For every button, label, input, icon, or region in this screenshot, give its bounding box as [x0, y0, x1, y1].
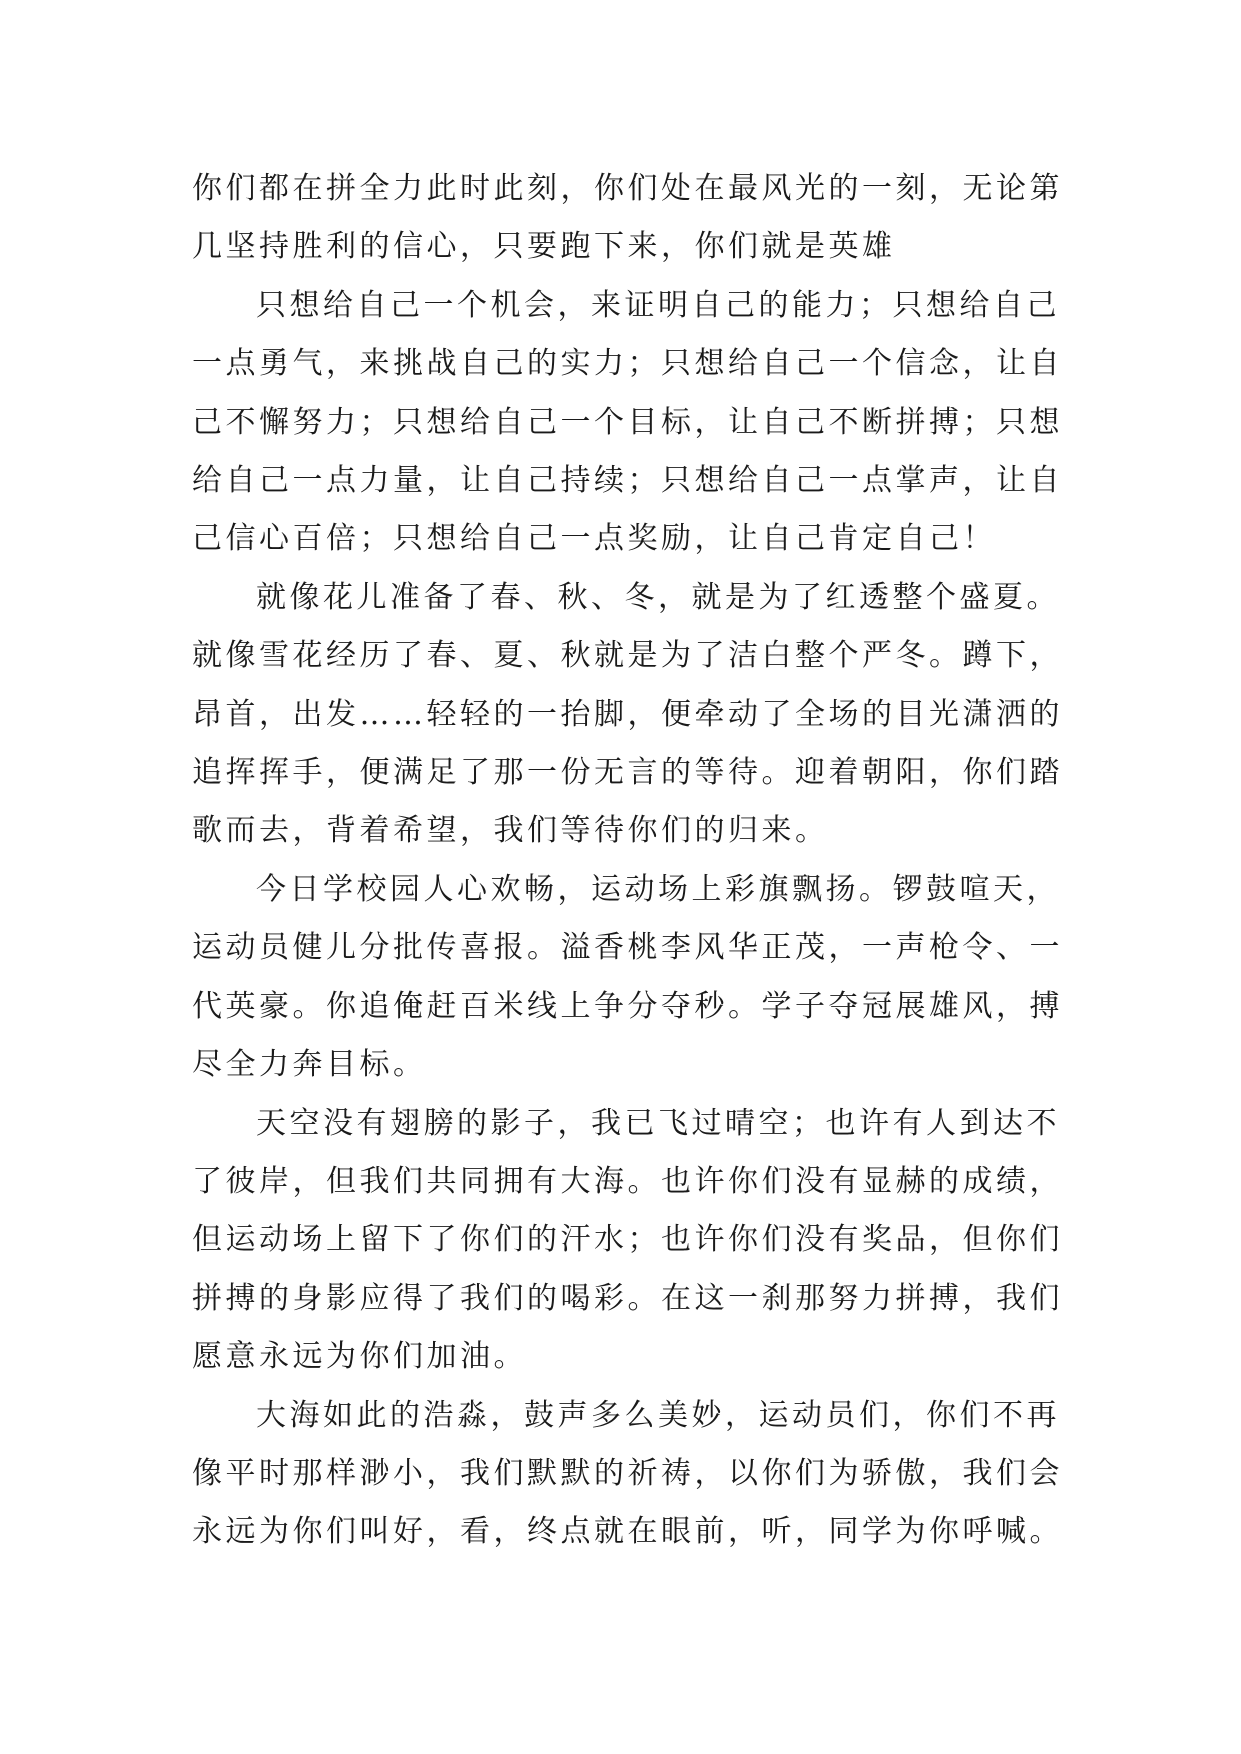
text-line: 永远为你们叫好，看，终点就在眼前，听，同学为你呼喊。 [192, 1514, 1063, 1550]
paragraph [192, 277, 1072, 569]
text-line: 愿意永远为你们加油。 [192, 1339, 527, 1375]
text-line: 己不懈努力；只想给自己一个目标，让自己不断拼搏；只想 [192, 404, 1063, 440]
text-line: 一点勇气，来挑战自己的实力；只想给自己一个信念，让自 [192, 346, 1063, 382]
text-line: 像平时那样渺小，我们默默的祈祷，以你们为骄傲，我们会 [192, 1455, 1063, 1491]
text-line: 歌而去，背着希望，我们等待你们的归来。 [192, 813, 829, 849]
text-line: 追挥挥手，便满足了那一份无言的等待。迎着朝阳，你们踏 [192, 755, 1063, 791]
text-line: 今日学校园人心欢畅，运动场上彩旗飘扬。锣鼓喧天， [256, 871, 1060, 907]
text-line: 几坚持胜利的信心，只要跑下来，你们就是英雄 [192, 229, 896, 265]
text-line: 代英豪。你追俺赶百米线上争分夺秒。学子夺冠展雄风，搏 [192, 988, 1063, 1024]
text-line: 就像花儿准备了春、秋、冬，就是为了红透整个盛夏。 [256, 579, 1060, 615]
paragraph [192, 1387, 1072, 1562]
text-line: 了彼岸，但我们共同拥有大海。也许你们没有显赫的成绩， [192, 1163, 1063, 1199]
text-line: 己信心百倍；只想给自己一点奖励，让自己肯定自己！ [192, 521, 996, 557]
text-line: 大海如此的浩淼，鼓声多么美妙，运动员们，你们不再 [256, 1397, 1060, 1433]
text-line: 天空没有翅膀的影子，我已飞过晴空；也许有人到达不 [256, 1105, 1060, 1141]
text-line: 昂首，出发……轻轻的一抬脚，便牵动了全场的目光潇洒的 [192, 696, 1063, 732]
text-line: 就像雪花经历了春、夏、秋就是为了洁白整个严冬。蹲下， [192, 638, 1063, 674]
paragraph [192, 160, 1072, 277]
document-page [192, 160, 1072, 1562]
text-line: 拼搏的身影应得了我们的喝彩。在这一刹那努力拼搏，我们 [192, 1280, 1063, 1316]
text-line: 但运动场上留下了你们的汗水；也许你们没有奖品，但你们 [192, 1222, 1063, 1258]
text-line: 你们都在拼全力此时此刻，你们处在最风光的一刻，无论第 [192, 171, 1063, 206]
text-line: 尽全力奔目标。 [192, 1047, 427, 1083]
text-line: 给自己一点力量，让自己持续；只想给自己一点掌声，让自 [192, 463, 1063, 499]
paragraph [192, 569, 1072, 861]
paragraph [192, 1095, 1072, 1387]
text-line: 只想给自己一个机会，来证明自己的能力；只想给自己 [256, 287, 1060, 323]
text-line: 运动员健儿分批传喜报。溢香桃李风华正茂，一声枪令、一 [192, 930, 1063, 966]
paragraph [192, 861, 1072, 1095]
